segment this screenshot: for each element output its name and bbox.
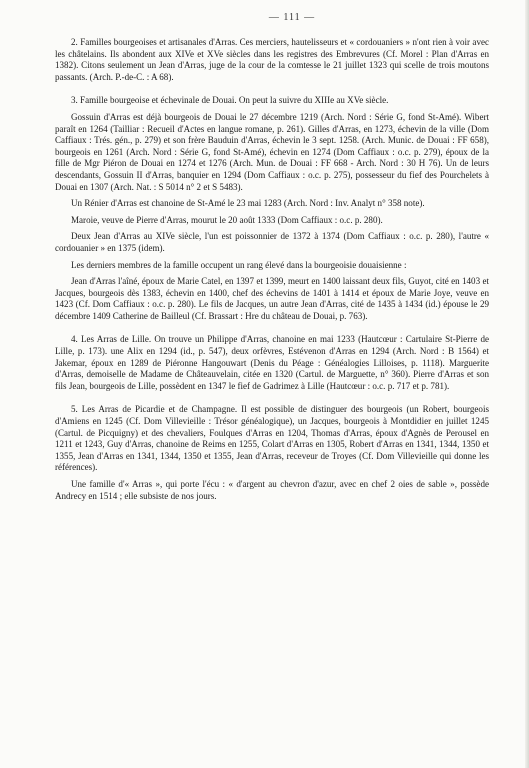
paragraph-maroie: Maroie, veuve de Pierre d'Arras, mourut le 20 août 1333 (Dom Caffiaux : o.c. p. 280).: [71, 214, 383, 225]
paragraph-familles-bourgeoises-arras: 2. Familles bourgeoises et artisanales d'Arras. Ces merciers, hautelisseurs et « cordouaniers » n'ont rien à voir avec les châtelains. Ils abondent aux XIVe et XVe siècles dans les registres des Embrevures (Cf. Morel : Plan d'Arras en 1382). Citons seulement un Jean d'Arras, juge de la cour de la comtesse le 21 juillet 1323 qui scelle de trois moutons passants. (Arch. P.-de-C. : A 68).: [55, 37, 489, 82]
paragraph-renier-d-arras: Un Rénier d'Arras est chanoine de St-Amé le 23 mai 1283 (Arch. Nord : Inv. Analyt n° 358 note).: [71, 198, 425, 209]
paragraph-famille-d-arras-ecu: Une famille d'« Arras », qui porte l'écu : « d'argent au chevron d'azur, avec en chef 2 oies de sable », possède Andrecy en 1514 ; elle subsiste de nos jours.: [55, 479, 489, 501]
page-spine-shadow: [525, 0, 529, 768]
paragraph-deux-jean-d-arras: Deux Jean d'Arras au XIVe siècle, l'un est poissonnier de 1372 à 1374 (Dom Caffiaux : o.c. p. 280), l'autre « cordouanier » en 1375 (idem).: [55, 231, 489, 253]
paragraph-arras-de-lille: 4. Les Arras de Lille. On trouve un Philippe d'Arras, chanoine en mai 1233 (Hautcœur : Cartulaire St-Pierre de Lille, p. 173). une Alix en 1294 (id., p. 547), deux orfèvres, Estévenon d'Arras en 1294 (Arch. Nord : B 1564) et Jakemar, époux en 1289 de Piéronne Hangouwart (Denis du Péage : Généalogies Lilloises, p. 1118). Marguerite d'Arras, demoiselle de Madame de Châteauvelain, citée en 1320 (Cartul. de Marguette, n° 360). Pierre d'Arras et son fils Jean, bourgeois de Lille, possèdent en 1347 le fief de Gadrimez à Lille (Hautcœur : o.c. p. 717 et p. 781).: [55, 334, 489, 391]
paragraph-gossuin-d-arras: Gossuin d'Arras est déjà bourgeois de Douai le 27 décembre 1219 (Arch. Nord : Série G, fond St-Amé). Wibert paraît en 1264 (Tailliar : Recueil d'Actes en langue romane, p. 261). Gilles d'Arras, en 1273, échevin de la ville (Dom Caffiaux : Trés. gén., p. 279) et son frère Bauduin d'Arras, échevin le 3 sept. 1258. (Arch. Munic. de Douai : FF 658), bourgeois en 1261 (Arch. Nord : Série G, fond St-Amé), échevin en 1274 (Dom Caffiaux : o.c. p. 279), époux de la fille de Mgr Piéron de Douai en 1274 et 1276 (Arch. Mun. de Douai : FF 668 - Arch. Nord : 30 H 76). Un de leurs descendants, Gossuin II d'Arras, banquier en 1294 (Dom Caffiaux : o.c. p. 275), possesseur du fief des Pourchelets à Douai en 1307 (Arch. Nat. : S 5014 n° 2 et S 5483).: [55, 111, 489, 192]
paragraph-derniers-membres: Les derniers membres de la famille occupent un rang élevé dans la bourgeoisie douaisienne :: [71, 259, 407, 270]
paragraph-arras-de-picardie: 5. Les Arras de Picardie et de Champagne. Il est possible de distinguer des bourgeois (un Robert, bourgeois d'Amiens en 1245 (Cf. Dom Villevieille : Trésor généalogique), un Jacques, bourgeois à Montdidier en juillet 1245 (Cartul. de Picquigny) et des chevaliers, Foulques d'Arras en 1204, Thomas d'Arras, époux d'Agnès de Perousel en 1211 et 1243, Guy d'Arras, chanoine de Reims en 1255, Colart d'Arras en 1305, Robert d'Arras en 1341, 1344, 1350 et 1355, Jean d'Arras en 1341, 1344, 1350 et 1355, Jean d'Arras, receveur de Troyes (Cf. Dom Villevieille qui donne les références).: [55, 404, 489, 473]
paragraph-jean-d-arras-l-aine: Jean d'Arras l'aîné, époux de Marie Catel, en 1397 et 1399, meurt en 1400 laissant deux fils, Guyot, cité en 1403 et Jacques, bourgeois dès 1383, échevin en 1400, chef des échevins de 1401 à 1414 et époux de Marie Joye, veuve en 1423 (Cf. Dom Caffiaux : o.c. p. 280). Le fils de Jacques, un autre Jean d'Arras, cité de 1435 à 1434 (id.) épouse le 29 décembre 1409 Catherine de Bailleul (Cf. Brassart : Hre du château de Douai, p. 763).: [55, 276, 489, 321]
page-number: — 111 —: [268, 12, 316, 23]
paragraph-famille-douai-heading: 3. Famille bourgeoise et échevinale de Douai. On peut la suivre du XIIIe au XVe siècle.: [71, 95, 389, 106]
